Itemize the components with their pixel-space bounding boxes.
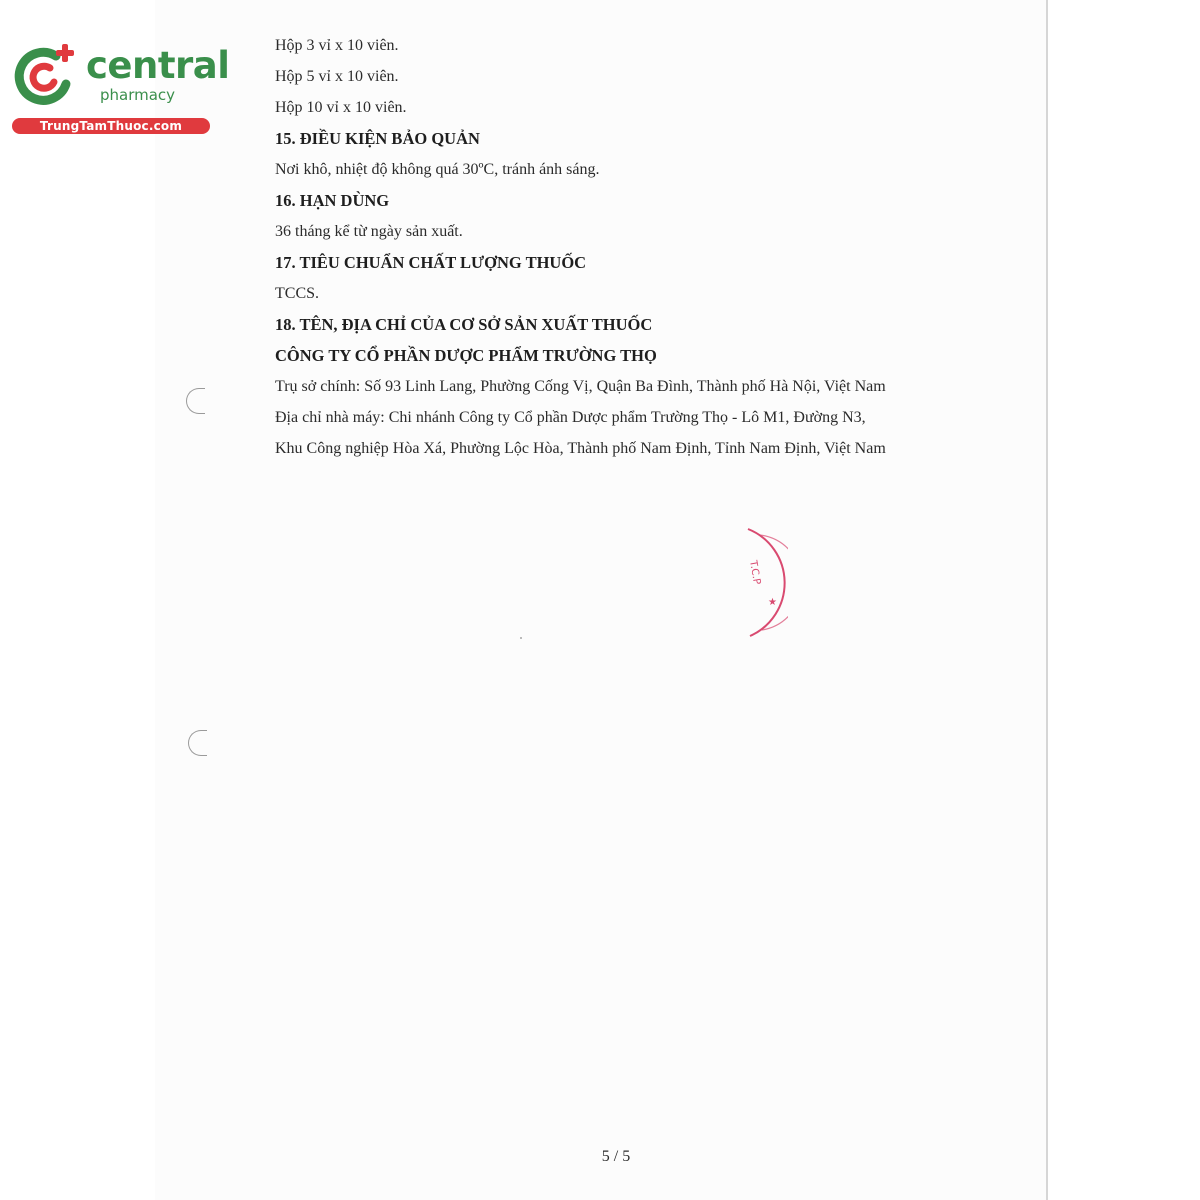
svg-text:T.C.P: T.C.P [747, 559, 763, 586]
packaging-line: Hộp 10 vỉ x 10 viên. [275, 99, 407, 116]
head-office-address: Trụ sở chính: Số 93 Linh Lang, Phường Cống Vị, Quận Ba Đình, Thành phố Hà Nội, Việt Nam [275, 378, 886, 395]
section-16-text: 36 tháng kể từ ngày sản xuất. [275, 223, 463, 240]
section-15-heading: 15. ĐIỀU KIỆN BẢO QUẢN [275, 129, 480, 148]
section-17-text: TCCS. [275, 285, 320, 302]
scan-speck [520, 637, 522, 639]
section-17-heading: 17. TIÊU CHUẨN CHẤT LƯỢNG THUỐC [275, 253, 587, 272]
section-15-text: Nơi khô, nhiệt độ không quá 30ºC, tránh ánh sáng. [275, 161, 600, 178]
central-pharmacy-logo [10, 38, 230, 138]
logo-url-banner: TrungTamThuoc.com [12, 118, 210, 134]
svg-text:★: ★ [768, 597, 777, 608]
packaging-line: Hộp 3 vỉ x 10 viên. [275, 37, 399, 54]
punch-hole-mark [188, 730, 207, 756]
punch-hole-mark [186, 388, 205, 414]
logo-wordmark: central [86, 44, 230, 87]
document-content [275, 30, 975, 464]
packaging-line: Hộp 5 vỉ x 10 viên. [275, 68, 399, 85]
section-18-heading: 18. TÊN, ĐỊA CHỈ CỦA CƠ SỞ SẢN XUẤT THUỐC [275, 315, 653, 334]
logo-subtitle: pharmacy [100, 86, 176, 104]
factory-address-line: Địa chỉ nhà máy: Chi nhánh Công ty Cổ phần Dược phẩm Trường Thọ - Lô M1, Đường N3, [275, 409, 866, 426]
section-16-heading: 16. HẠN DÙNG [275, 191, 390, 210]
outer-margin [1048, 0, 1200, 1200]
logo-mark-icon [10, 38, 82, 110]
manufacturer-name: CÔNG TY CỔ PHẦN DƯỢC PHẨM TRƯỜNG THỌ [275, 346, 657, 365]
company-stamp-icon [738, 525, 788, 640]
page-number: 5 / 5 [601, 1148, 631, 1165]
factory-address-line: Khu Công nghiệp Hòa Xá, Phường Lộc Hòa, Thành phố Nam Định, Tỉnh Nam Định, Việt Nam [275, 440, 886, 457]
